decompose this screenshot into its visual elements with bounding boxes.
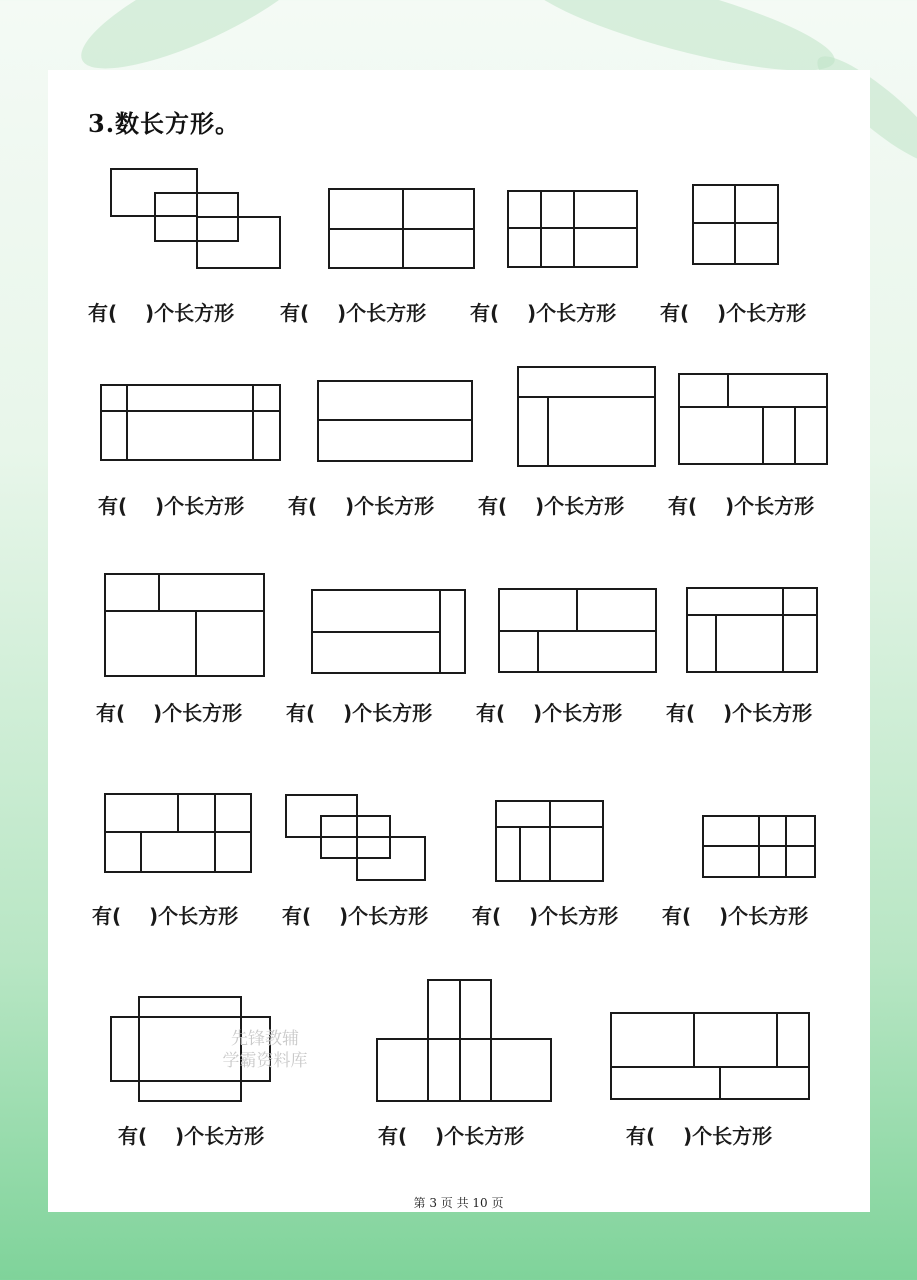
rectangle-figure-1 [110,168,282,270]
answer-caption-7: 有( )个长方形 [478,494,625,518]
rectangle-figure-13 [104,793,252,873]
rectangle-figure-8 [678,373,828,465]
answer-caption-9: 有( )个长方形 [96,701,243,725]
rectangle-figure-4 [692,184,779,265]
rectangle-figure-18 [376,979,552,1102]
rectangle-figure-10 [311,589,466,674]
answer-caption-16: 有( )个长方形 [662,904,809,928]
answer-caption-14: 有( )个长方形 [282,904,429,928]
answer-caption-10: 有( )个长方形 [286,701,433,725]
rectangle-figure-2 [328,188,475,269]
answer-caption-6: 有( )个长方形 [288,494,435,518]
answer-caption-3: 有( )个长方形 [470,301,617,325]
watermark-line-1: 先锋教辅 [231,1029,299,1049]
answer-caption-13: 有( )个长方形 [92,904,239,928]
answer-caption-8: 有( )个长方形 [668,494,815,518]
rectangle-figure-15 [495,800,604,882]
watermark [200,1028,330,1072]
rectangle-figure-6 [317,380,473,462]
rectangle-figure-12 [686,587,818,673]
rectangle-figure-16 [702,815,816,878]
answer-caption-18: 有( )个长方形 [378,1124,525,1148]
rectangle-figure-19 [610,1012,810,1100]
rectangle-figure-7 [517,366,656,467]
rectangle-figure-9 [104,573,265,677]
answer-caption-15: 有( )个长方形 [472,904,619,928]
answer-caption-2: 有( )个长方形 [280,301,427,325]
question-title: 3.数长方形。 [88,109,241,138]
answer-caption-11: 有( )个长方形 [476,701,623,725]
answer-caption-19: 有( )个长方形 [626,1124,773,1148]
rectangle-figure-5 [100,384,281,461]
answer-caption-4: 有( )个长方形 [660,301,807,325]
answer-caption-12: 有( )个长方形 [666,701,813,725]
answer-caption-17: 有( )个长方形 [118,1124,265,1148]
answer-caption-5: 有( )个长方形 [98,494,245,518]
watermark-line-2: 学霸资料库 [222,1051,308,1071]
rectangle-figure-3 [507,190,638,268]
rectangle-figure-11 [498,588,657,673]
page-footer: 第 3 页 共 10 页 [413,1196,504,1210]
rectangle-figure-14 [285,794,427,882]
answer-caption-1: 有( )个长方形 [88,301,235,325]
